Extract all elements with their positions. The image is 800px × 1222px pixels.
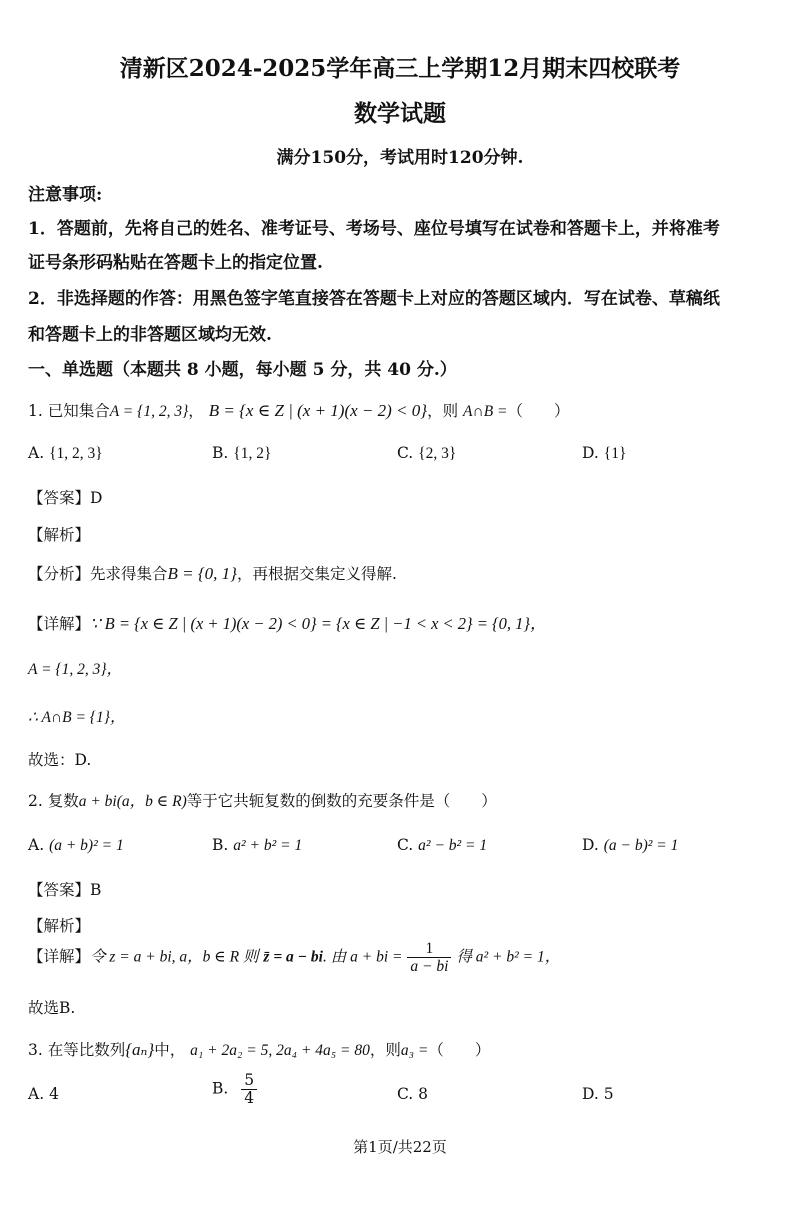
note-2-line1: 2．非选择题的作答：用黑色签字笔直接答在答题卡上对应的答题区域内．写在试卷、草稿纸: [28, 289, 720, 309]
page-number: 第1页/共22页: [353, 1138, 447, 1156]
q2-analysis-tag: 【解析】: [28, 917, 91, 935]
q1-result-line: ∴ A∩B = {1}，: [28, 709, 126, 726]
q1-detail: 【详解】∵ B = {x ∈ Z | (x + 1)(x − 2) < 0} = {x ∈ Z | −1 < x < 2} = {0, 1}，: [28, 614, 547, 633]
subject-title: 数学试题: [354, 100, 446, 127]
q1-choose: 故选：D.: [28, 751, 92, 769]
q3-option-d: D. 5: [582, 1085, 614, 1103]
q2-detail: 【详解】令 z = a + bi, a，b ∈ R 则 z̄ = a − bi. 由 a + bi = $\frac{1}{a - bi}$ 得 a² + b² = 1，: [28, 940, 561, 976]
q1-option-c: C. {2, 3}: [397, 444, 457, 462]
q1-analysis-tag: 【解析】: [28, 526, 91, 544]
q3-option-a: A. 4: [28, 1085, 59, 1103]
q3-option-c: C. 8: [397, 1085, 429, 1103]
q2-option-b: B. a² + b² = 1: [212, 836, 303, 854]
q2-choose: 故选B.: [28, 999, 76, 1017]
note-2-line2: 和答题卡上的非答题区域均无效.: [28, 325, 272, 345]
section-heading: 一、单选题（本题共 8 小题，每小题 5 分，共 40 分.）: [28, 360, 457, 380]
q3-option-b: B. $\frac{5}{4}$: [212, 1072, 257, 1107]
q1-option-a: A. {1, 2, 3}: [28, 444, 103, 462]
q3-stem: 3. 在等比数列{aₙ}中， a₁ + 2a₂ = 5, 2a₄ + 4a₅ = 80，则a₃ =（ ）: [28, 1040, 491, 1059]
q2-fraction: $\frac{1}{a - bi}$: [407, 940, 451, 975]
score-info: 满分150分，考试用时120分钟.: [276, 148, 524, 168]
note-1-line2: 证号条形码粘贴在答题卡上的指定位置.: [28, 253, 323, 273]
q2-option-d: D. (a − b)² = 1: [582, 836, 679, 854]
q1-answer: 【答案】D: [28, 489, 103, 507]
q1-stem: 1. 已知集合A = {1, 2, 3}， B = {x ∈ Z | (x + 1)(x − 2) < 0}，则 A∩B =（ ）: [28, 401, 570, 420]
notes-heading: 注意事项:: [28, 185, 103, 205]
q1-set-a-line: A = {1, 2, 3}，: [28, 661, 123, 678]
q2-answer: 【答案】B: [28, 881, 102, 899]
note-1-line1: 1．答题前，先将自己的姓名、准考证号、考场号、座位号填写在试卷和答题卡上，并将准考: [28, 219, 720, 239]
exam-title: 清新区2024-2025学年高三上学期12月期末四校联考: [119, 55, 681, 82]
q2-option-a: A. (a + b)² = 1: [28, 836, 124, 854]
q1-fenxi: 【分析】先求得集合B = {0, 1}，再根据交集定义得解.: [28, 564, 397, 583]
q1-option-d: D. {1}: [582, 444, 627, 462]
q1-option-b: B. {1, 2}: [212, 444, 272, 462]
q2-stem: 2. 复数a + bi(a，b ∈ R)等于它共轭复数的倒数的充要条件是（ ）: [28, 792, 497, 810]
q2-option-c: C. a² − b² = 1: [397, 836, 488, 854]
